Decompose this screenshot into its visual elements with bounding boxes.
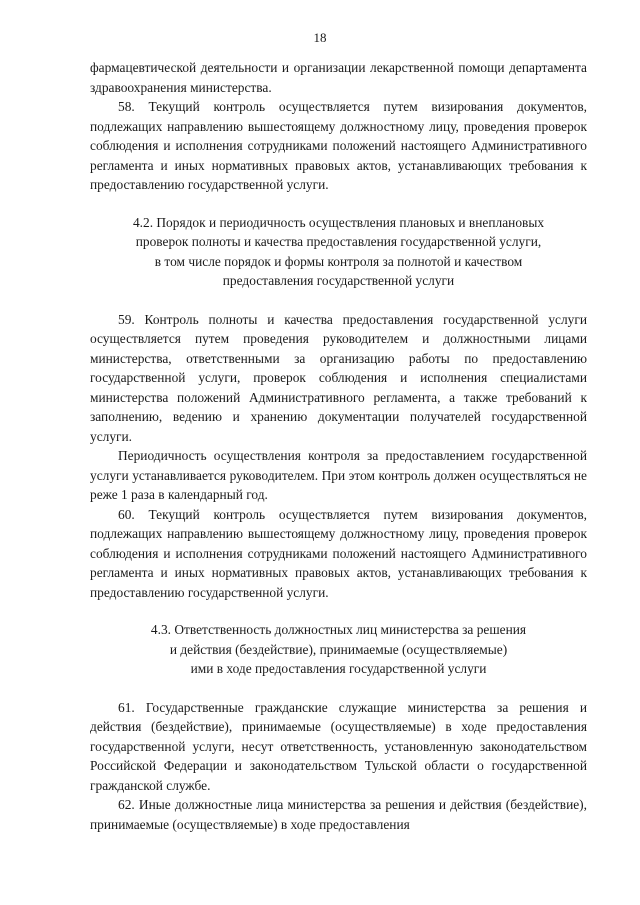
page-number: 18 — [313, 30, 327, 45]
paragraph-continuation: фармацевтической деятельности и организации лекарственной помощи департамента здравоохранения министерства. — [90, 60, 587, 95]
heading-line: в том числе порядок и формы контроля за полнотой и качеством — [154, 253, 523, 269]
paragraph-61: 61. Государственные гражданские служащие министерства за решения и действия (бездействие), принимаемые (осуществляемые) в ходе предоставления государственной услуги, несут ответственность, установленную законодательством Российской Федерации и законодательством Тульской области о государственной гражданской службе. — [90, 699, 587, 793]
paragraph-58: 58. Текущий контроль осуществляется путем визирования документов, подлежащих направлению вышестоящему должностному лицу, проведения проверок соблюдения и исполнения сотрудниками положений настоящего Административного регламента и иных нормативных правовых актов, устанавливающих требования к предоставлению государственной услуги. — [90, 99, 587, 192]
paragraph-periodicity: Периодичность осуществления контроля за предоставлением государственной услуги устанавливается руководителем. При этом контроль должен осуществляться не реже 1 раза в календарный год. — [90, 448, 587, 502]
heading-line: 4.2. Порядок и периодичность осуществления плановых и внеплановых — [132, 214, 545, 230]
heading-line: проверок полноты и качества предоставления государственной услуги, — [135, 234, 542, 249]
heading-line: предоставления государственной услуги — [222, 273, 455, 288]
heading-line: и действия (бездействие), принимаемые (осуществляемые) — [169, 641, 508, 657]
paragraph-60: 60. Текущий контроль осуществляется путем визирования документов, подлежащих направлению вышестоящему должностному лицу, проведения проверок соблюдения и исполнения сотрудниками положений настоящего Административного регламента и иных нормативных правовых актов, устанавливающих требования к предоставлению государственной услуги. — [90, 506, 587, 600]
paragraph-59: 59. Контроль полноты и качества предоставления государственной услуги осуществляется путем проведения руководителем и должностными лицами министерства, ответственными за организацию работы по предоставлению государственной услуги, проверок соблюдения и исполнения специалистами министерства положений Административного регламента, а также требований к заполнению, ведению и хранению документации получателей государственной услуги. — [90, 311, 587, 444]
page-body — [90, 58, 587, 834]
section-heading-4-2 — [90, 213, 587, 291]
heading-line: 4.3. Ответственность должностных лиц министерства за решения — [150, 622, 527, 637]
heading-line: ими в ходе предоставления государственной услуги — [190, 661, 487, 676]
section-heading-4-3 — [90, 620, 587, 679]
paragraph-62: 62. Иные должностные лица министерства за решения и действия (бездействие), принимаемые (осуществляемые) в ходе предоставления — [90, 797, 587, 832]
